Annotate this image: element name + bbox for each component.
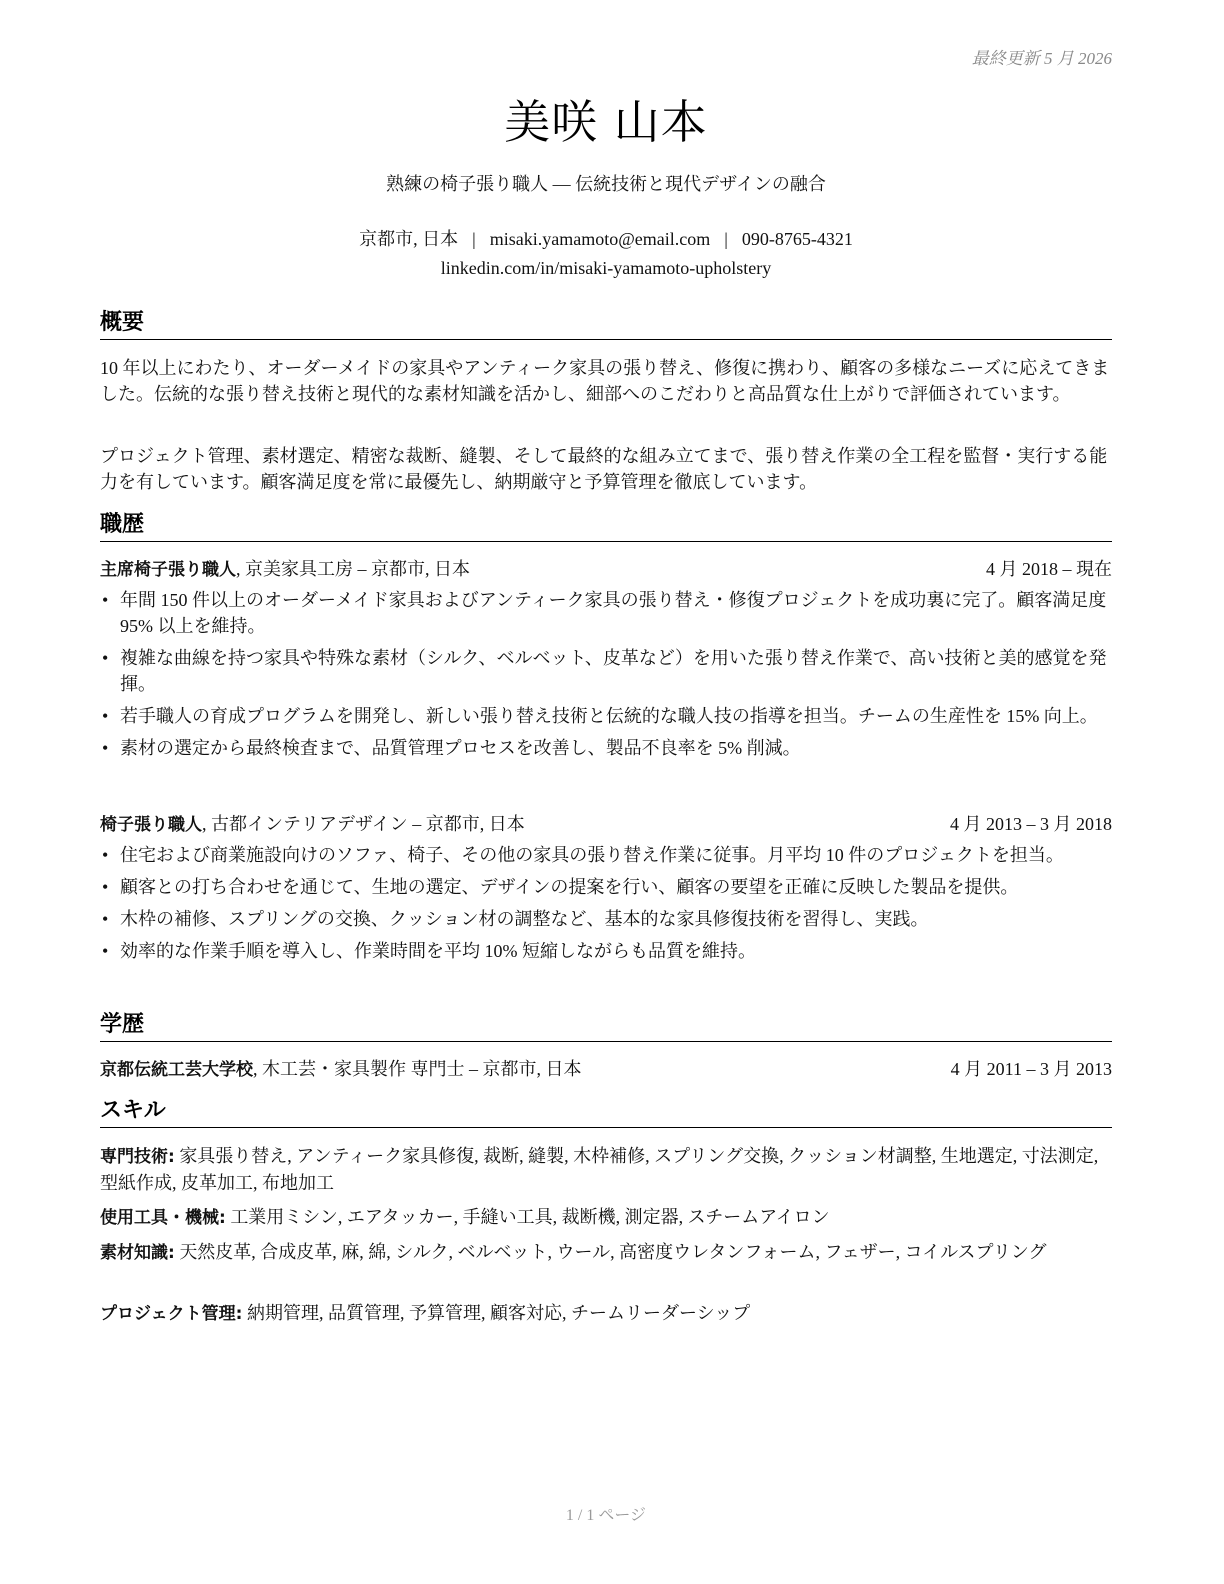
skill-line [100, 1300, 1112, 1327]
list-item: • 若手職人の育成プログラムを開発し、新しい張り替え技術と伝統的な職人技の指導を担当。チームの生産性を 15% 向上。 [100, 703, 1112, 729]
job-dates: 4 月 2018 – 現在 [986, 559, 1112, 579]
skill-label: 素材知識: [100, 1243, 175, 1263]
list-item: • 効率的な作業手順を導入し、作業時間を平均 10% 短縮しながらも品質を維持。 [100, 938, 1112, 964]
list-item: • 木枠の補修、スプリングの交換、クッション材の調整など、基本的な家具修復技術を習得し、実践。 [100, 906, 1112, 932]
skill-value: 工業用ミシン, エアタッカー, 手縫い工具, 裁断機, 測定器, スチームアイロン [225, 1207, 830, 1227]
job-org: , 京美家具工房 – 京都市, 日本 [236, 559, 470, 579]
separator: | [472, 229, 476, 249]
education-dates: 4 月 2011 – 3 月 2013 [950, 1059, 1112, 1079]
education-entry [100, 1056, 1112, 1083]
skill-label: 専門技術: [100, 1147, 175, 1167]
job-role: 主席椅子張り職人 [100, 560, 236, 580]
location: 京都市, 日本 [359, 229, 459, 249]
job-header [100, 811, 1112, 838]
job-role: 椅子張り職人 [100, 815, 202, 835]
section-title-skills: スキル [100, 1097, 1112, 1128]
skill-line [100, 1143, 1112, 1196]
bullet-icon: • [102, 909, 109, 929]
headline: 熟練の椅子張り職人 — 伝統技術と現代デザインの融合 [386, 174, 826, 194]
list-item: • 年間 150 件以上のオーダーメイド家具およびアンティーク家具の張り替え・修復プロジェクトを成功裏に完了。顧客満足度 95% 以上を維持。 [100, 587, 1112, 639]
section-title-education: 学歴 [100, 1011, 1112, 1042]
list-item: • 顧客との打ち合わせを通じて、生地の選定、デザインの提案を行い、顧客の要望を正確に反映した製品を提供。 [100, 874, 1112, 900]
section-title-summary: 概要 [100, 309, 1112, 340]
resume-page [100, 0, 1112, 1584]
summary-paragraph-1: 10 年以上にわたり、オーダーメイドの家具やアンティーク家具の張り替え、修復に携わり、顧客の多様なニーズに応えてきました。伝統的な張り替え技術と現代的な素材知識を活かし、細部へのこだわりと高品質な仕上がりで評価されています。 [100, 358, 1110, 404]
bullet-icon: • [102, 941, 109, 961]
skill-line [100, 1204, 1112, 1231]
skill-value: 納期管理, 品質管理, 予算管理, 顧客対応, チームリーダーシップ [242, 1303, 751, 1323]
last-updated: 最終更新 5 月 2026 [971, 49, 1112, 68]
skill-label: プロジェクト管理: [100, 1304, 243, 1324]
contact-line [100, 225, 1112, 251]
school-name: 京都伝統工芸大学校 [100, 1060, 253, 1080]
skill-line [100, 1239, 1112, 1266]
phone: 090-8765-4321 [741, 229, 853, 249]
skill-value: 家具張り替え, アンティーク家具修復, 裁断, 縫製, 木枠補修, スプリング交換, クッション材調整, 生地選定, 寸法測定, 型紙作成, 皮革加工, 布地加工 [100, 1146, 1099, 1193]
page-number: 1 / 1 ページ [565, 1507, 647, 1524]
bullet-icon: • [102, 706, 109, 726]
bullet-icon: • [102, 877, 109, 897]
job-bullets [100, 842, 1112, 970]
degree: , 木工芸・家具製作 専門士 – 京都市, 日本 [253, 1059, 582, 1079]
skill-label: 使用工具・機械: [100, 1208, 226, 1228]
list-item: • 複雑な曲線を持つ家具や特殊な素材（シルク、ベルベット、皮革など）を用いた張り替え作業で、高い技術と美的感覚を発揮。 [100, 645, 1112, 697]
job-dates: 4 月 2013 – 3 月 2018 [950, 814, 1112, 834]
bullet-icon: • [102, 738, 109, 758]
list-item: • 素材の選定から最終検査まで、品質管理プロセスを改善し、製品不良率を 5% 削減。 [100, 735, 1112, 761]
job-org: , 古都インテリアデザイン – 京都市, 日本 [202, 814, 525, 834]
job-header [100, 556, 1112, 583]
job-bullets [100, 587, 1112, 767]
section-title-experience: 職歴 [100, 511, 1112, 542]
separator: | [724, 229, 728, 249]
linkedin-link[interactable]: linkedin.com/in/misaki-yamamoto-upholstery [440, 258, 772, 278]
skill-value: 天然皮革, 合成皮革, 麻, 綿, シルク, ベルベット, ウール, 高密度ウレタンフォーム, フェザー, コイルスプリング [174, 1242, 1047, 1262]
candidate-name: 美咲 山本 [504, 95, 708, 149]
bullet-icon: • [102, 845, 109, 865]
bullet-icon: • [102, 590, 109, 610]
bullet-icon: • [102, 648, 109, 668]
list-item: • 住宅および商業施設向けのソファ、椅子、その他の家具の張り替え作業に従事。月平均 10 件のプロジェクトを担当。 [100, 842, 1112, 868]
email-link[interactable]: misaki.yamamoto@email.com [489, 229, 711, 249]
summary-paragraph-2: プロジェクト管理、素材選定、精密な裁断、縫製、そして最終的な組み立てまで、張り替え作業の全工程を監督・実行する能力を有しています。顧客満足度を常に最優先し、納期厳守と予算管理を徹底しています。 [100, 446, 1108, 492]
